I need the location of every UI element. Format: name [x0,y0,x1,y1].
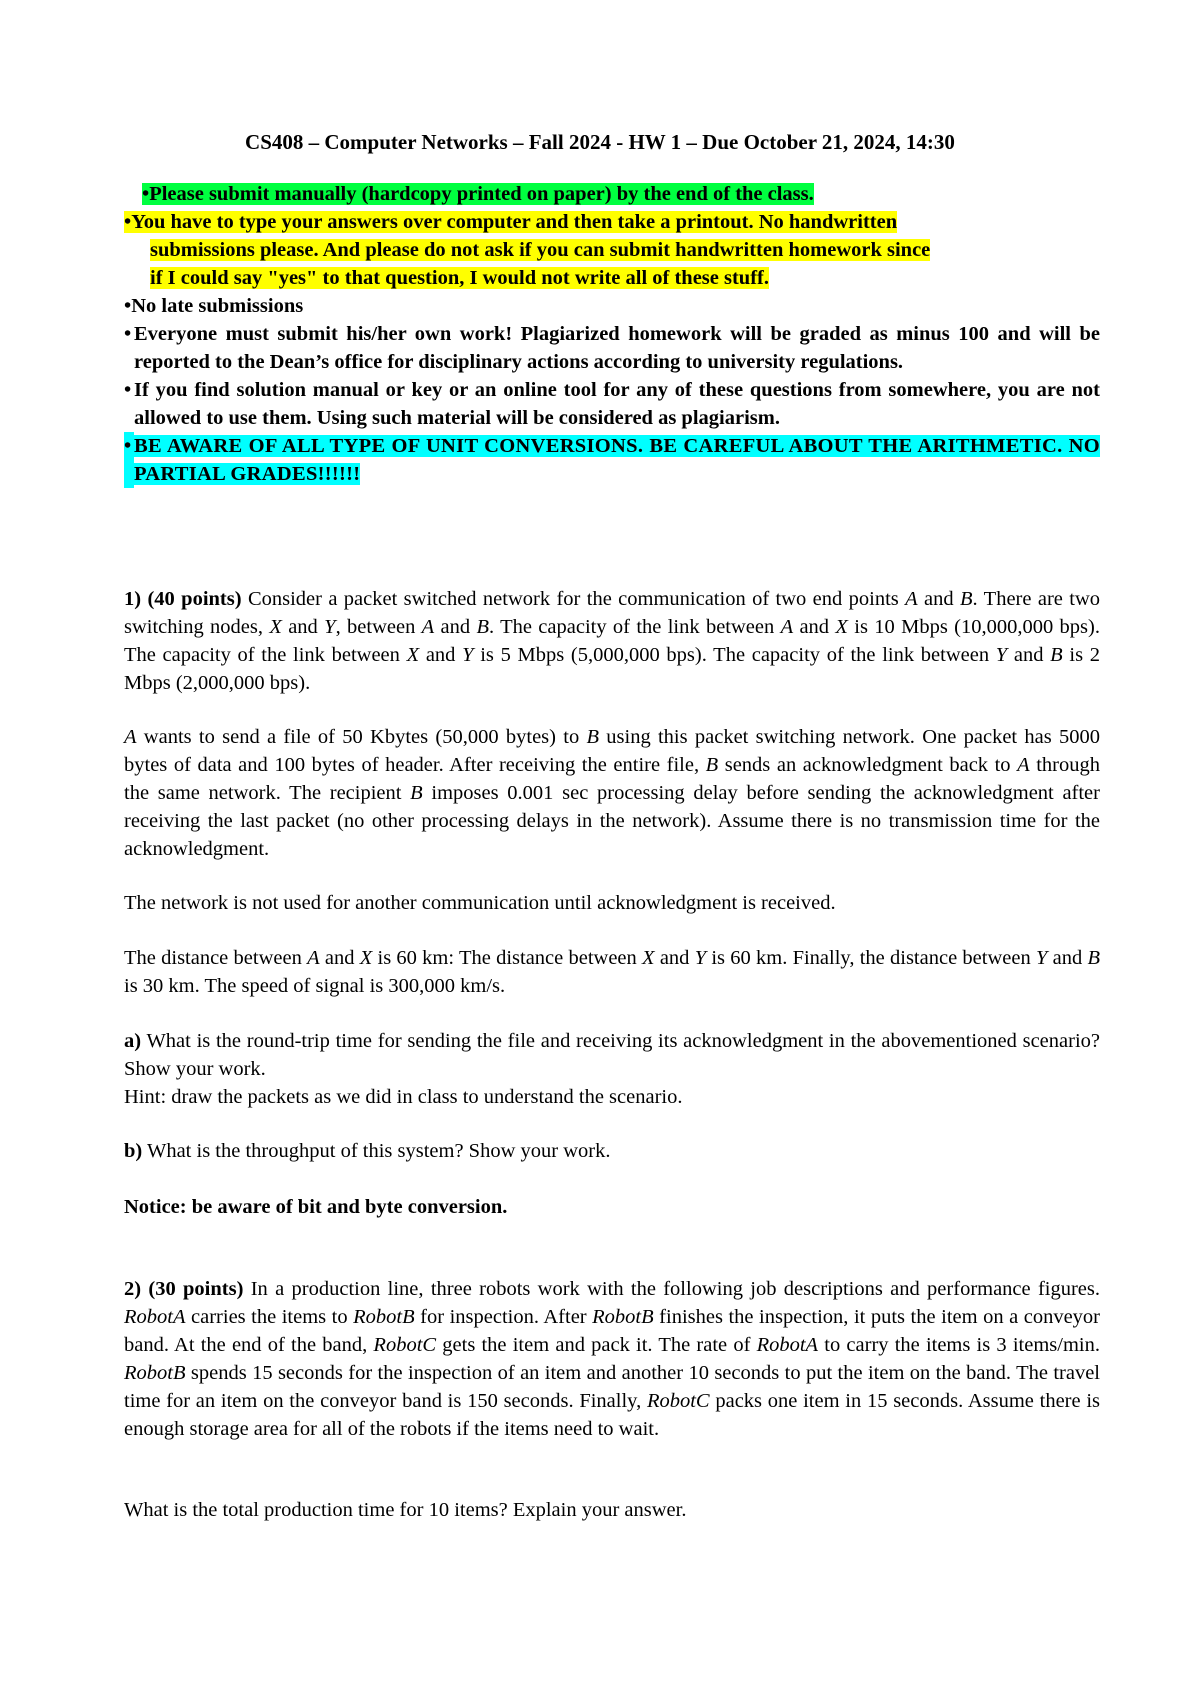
rule-type-answers: •You have to type your answers over computer and then take a printout. No handwritten submissions please. And please do not ask if you can submit handwritten homework since if I could say "yes" to that question, I would not write all of these stuff. [124,211,931,289]
q1-paragraph-3: The network is not used for another communication until acknowledgment is received. [124,892,836,914]
bullet-icon: • [124,211,132,233]
bullet-icon: • [124,432,134,488]
bullet-icon: • [124,379,132,401]
q1-hint: Hint: draw the packets as we did in class to understand the scenario. [124,1086,683,1108]
bullet-icon: • [124,295,132,317]
question-2: 2) (30 points) In a production line, three robots work with the following job descriptions and performance figures. RobotA carries the items to RobotB for inspection. After RobotB finishes the inspection, it puts the item on a conveyor band. At the end of the band, RobotC gets the item and pack it. The rate of RobotA to carry the items is 3 items/min. RobotB spends 15 seconds for the inspection of an item and another 10 seconds to put the item on the band. The travel time for an item on the conveyor band is 150 seconds. Finally, RobotC packs one item in 15 seconds. Assume there is enough storage area for all of the robots if the items need to wait. [124,1278,1100,1440]
rule-no-late: •No late submissions [124,295,304,317]
rule-submit-manually: •Please submit manually (hardcopy printed on paper) by the end of the class. [142,183,814,205]
rule-own-work: • Everyone must submit his/her own work! Plagiarized homework will be graded as minus 100 and will be reported to the Dean’s office for disciplinary actions according to university regulations. [124,320,1100,376]
rules-list [124,180,1100,488]
q1-notice: Notice: be aware of bit and byte conversion. [124,1196,508,1218]
q1-part-a: a) What is the round-trip time for sending the file and receiving its acknowledgment in the abovementioned scenario? Show your work. Hint: draw the packets as we did in class to understand the scenario. [124,1027,1100,1111]
bullet-icon: • [124,323,132,345]
rule-unit-conversions: • BE AWARE OF ALL TYPE OF UNIT CONVERSIONS. BE CAREFUL ABOUT THE ARITHMETIC. NO PARTIAL GRADES!!!!!! [124,432,1100,488]
rule-solution-manual: • If you find solution manual or key or an online tool for any of these questions from somewhere, you are not allowed to use them. Using such material will be considered as plagiarism. [124,376,1100,432]
q1-part-b: b) What is the throughput of this system? Show your work. [124,1140,611,1162]
q1-intro: 1) (40 points) Consider a packet switched network for the communication of two end points A and B. There are two switching nodes, X and Y, between A and B. The capacity of the link between A and X is 10 Mbps (10,000,000 bps). The capacity of the link between X and Y is 5 Mbps (5,000,000 bps). The capacity of the link between Y and B is 2 Mbps (2,000,000 bps). [124,588,1101,694]
q1-paragraph-4: The distance between A and X is 60 km: The distance between X and Y is 60 km. Finally, the distance between Y and B is 30 km. The speed of signal is 300,000 km/s. [124,947,1101,997]
q2-question: What is the total production time for 10 items? Explain your answer. [124,1499,687,1521]
bullet-icon: • [142,183,150,205]
question-1 [124,585,1100,697]
q1-paragraph-2: A wants to send a file of 50 Kbytes (50,000 bytes) to B using this packet switching network. One packet has 5000 bytes of data and 100 bytes of header. After receiving the entire file, B sends an acknowledgment back to A through the same network. The recipient B imposes 0.001 sec processing delay before sending the acknowledgment after receiving the last packet (no other processing delays in the network). Assume there is no transmission time for the acknowledgment. [124,726,1100,860]
page-title: CS408 – Computer Networks – Fall 2024 - HW 1 – Due October 21, 2024, 14:30 [245,130,955,154]
